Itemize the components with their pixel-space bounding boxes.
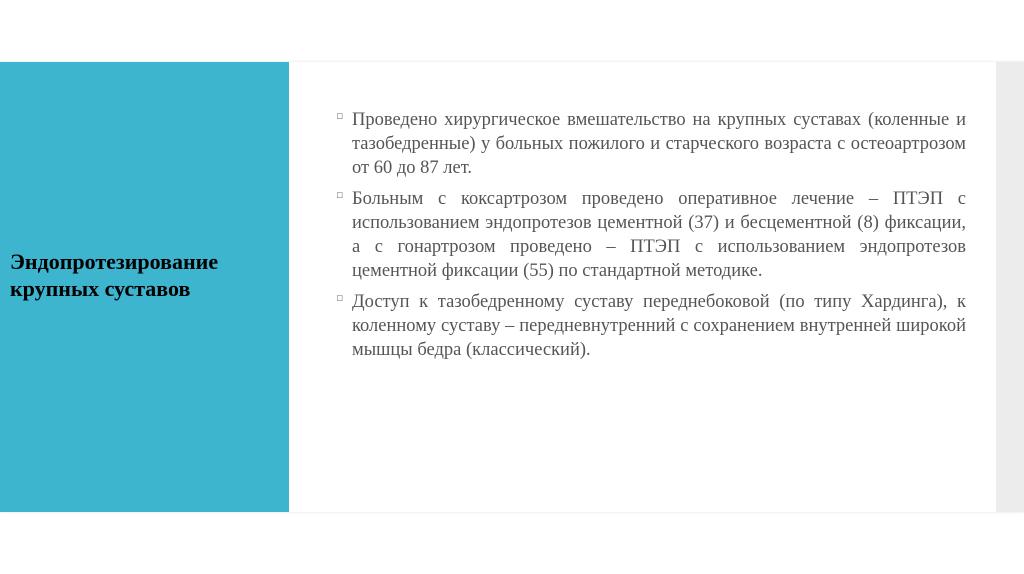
right-edge-strip <box>996 62 1024 512</box>
bullet-list <box>336 108 966 362</box>
slide-content <box>336 108 966 369</box>
bullet-item <box>336 108 966 180</box>
bullet-dot-icon: ▫ <box>336 109 344 122</box>
bullet-dot-icon: ▫ <box>336 291 344 304</box>
bullet-text: Проведено хирургическое вмешательство на крупных суставах (коленные и тазобедренные) у больных пожилого и старческого возраста с остеоартрозом от 60 до 87 лет. <box>352 110 966 178</box>
bullet-item <box>336 187 966 283</box>
bullet-text: Доступ к тазобедренному суставу переднебоковой (по типу Хардинга), к коленному суставу – передневнутренний с сохранением внутренней широкой мышцы бедра (классический). <box>352 292 966 360</box>
title-panel <box>0 62 289 512</box>
bullet-item <box>336 290 966 362</box>
bullet-text: Больным с коксартрозом проведено оперативное лечение – ПТЭП с использованием эндопротезов цементной (37) и бесцементной (8) фиксации, а с гонартрозом проведено – ПТЭП с использованием эндопротезов цементной фиксации (55) по стандартной методике. <box>352 189 966 281</box>
slide-title: Эндопротезирование крупных суставов <box>10 249 219 301</box>
slide <box>0 62 1024 512</box>
bullet-dot-icon: ▫ <box>336 188 344 201</box>
